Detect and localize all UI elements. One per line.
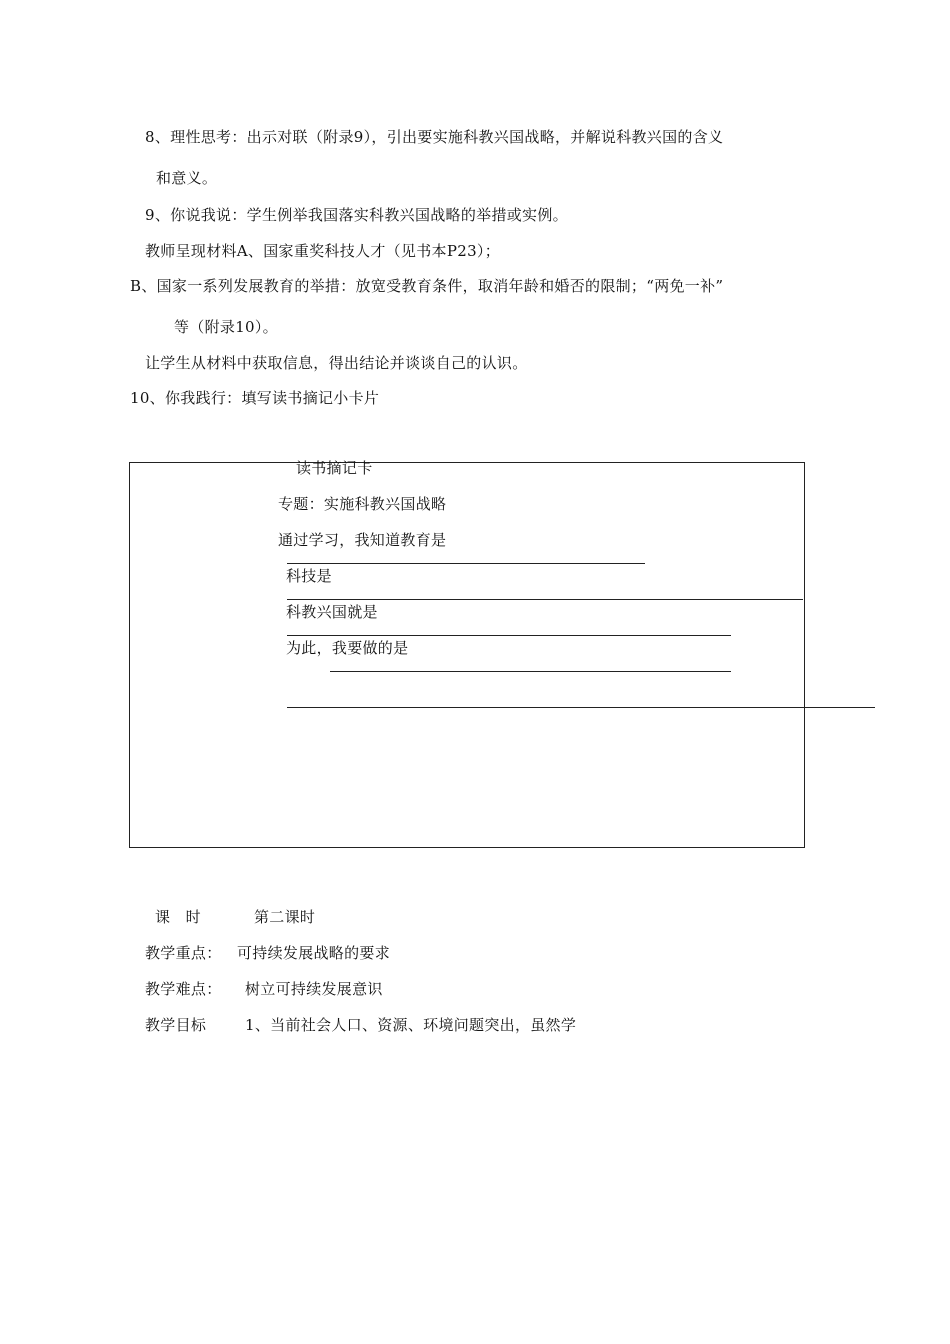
answer-line-education [287, 563, 645, 564]
key-point-value: 可持续发展战略的要求 [237, 944, 391, 962]
objective-label: 教学目标 [145, 1016, 207, 1034]
difficulty-value: 树立可持续发展意识 [245, 980, 383, 998]
answer-line-technology [287, 599, 803, 600]
material-a: 教师呈现材料A、国家重奖科技人才（见书本P23）； [145, 242, 501, 260]
card-prompt-education: 通过学习，我知道教育是 [278, 531, 447, 549]
card-prompt-technology: 科技是 [286, 567, 332, 585]
card-prompt-action: 为此，我要做的是 [286, 639, 409, 657]
material-b-line-1: B、国家一系列发展教育的举措：放宽受教育条件，取消年龄和婚否的限制；“两免一补” [130, 277, 724, 295]
card-title: 读书摘记卡 [296, 459, 373, 477]
card-topic: 专题：实施科教兴国战略 [278, 495, 447, 513]
conclusion-text: 让学生从材料中获取信息，得出结论并谈谈自己的认识。 [145, 354, 528, 372]
answer-line-action [330, 671, 731, 672]
objective-value: 1、当前社会人口、资源、环境问题突出，虽然学 [245, 1016, 577, 1034]
material-b-line-2: 等（附录10）。 [174, 318, 278, 336]
answer-line-strategy [287, 635, 731, 636]
step-10: 10、你我践行：填写读书摘记小卡片 [130, 389, 380, 407]
period-value: 第二课时 [254, 908, 316, 926]
step-9: 9、你说我说：学生例举我国落实科教兴国战略的举措或实例。 [145, 206, 568, 224]
card-prompt-strategy: 科教兴国就是 [286, 603, 378, 621]
difficulty-label: 教学难点： [145, 980, 222, 998]
step-8-line-1: 8、理性思考：出示对联（附录9），引出要实施科教兴国战略，并解说科教兴国的含义 [145, 128, 724, 146]
reading-note-card [129, 462, 805, 848]
period-label: 课 时 [155, 908, 201, 926]
answer-line-extra [287, 707, 875, 708]
key-point-label: 教学重点： [145, 944, 222, 962]
step-8-line-2: 和意义。 [156, 169, 218, 187]
